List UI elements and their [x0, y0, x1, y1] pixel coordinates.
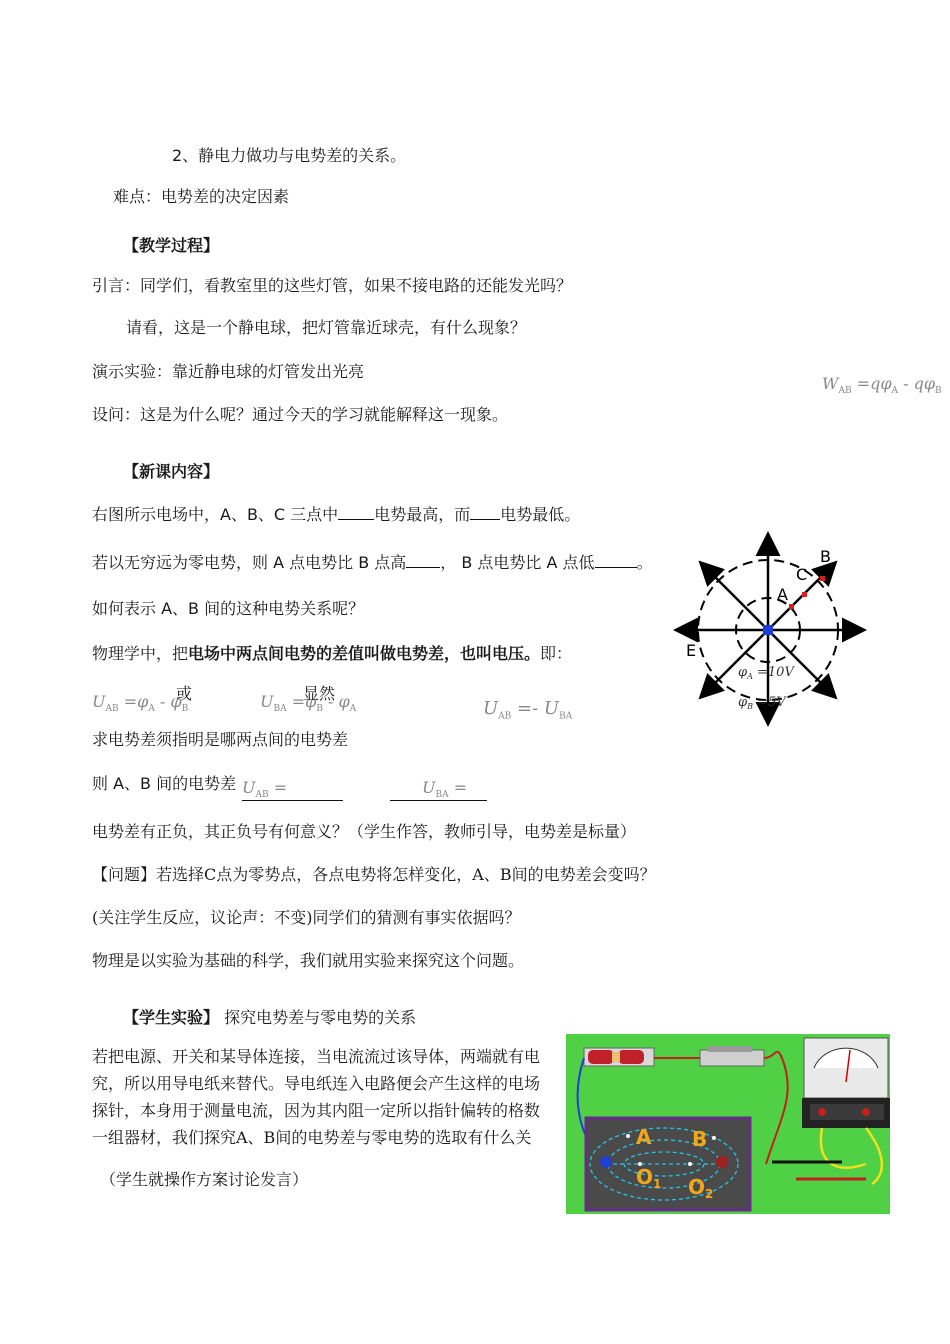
compute-line: 则 A、B 间的电势差	[92, 774, 237, 793]
question-highest-lowest: 右图所示电场中，A、B、C 三点中 电势最高，而 电势最低。	[92, 505, 581, 524]
battery	[584, 1048, 654, 1066]
label-B: B	[820, 547, 831, 566]
point-charge	[763, 625, 773, 635]
intro-line: 引言：同学们，看教室里的这些灯管，如果不接电路的还能发光吗？	[92, 276, 573, 295]
word-or: 或	[176, 684, 193, 703]
student-reaction-line: (关注学生反应，议论声：不变)同学们的猜测有事实依据吗？	[92, 908, 521, 927]
key-point-2: 2、静电力做功与电势差的关系。	[172, 146, 407, 165]
experiment-apparatus-figure	[566, 1034, 890, 1214]
exp-label-O2: $O_2$	[688, 1175, 714, 1201]
answer-uab: $U_{AB}$ =	[242, 778, 343, 801]
heading-student-experiment: 【学生实验】 探究电势差与零电势的关系	[123, 1008, 417, 1027]
question-how-to-express: 如何表示 A、B 间的这种电势关系呢？	[92, 599, 365, 618]
phi-b-label: $\varphi_B =5V$	[738, 695, 786, 711]
difficulty-line: 难点：电势差的决定因素	[113, 187, 290, 206]
discussion-line: （学生就操作方案讨论发言）	[100, 1170, 309, 1189]
exp-label-A: A	[636, 1125, 652, 1149]
experiment-basis-line: 物理是以实验为基础的科学，我们就用实验来探究这个问题。	[92, 951, 525, 970]
problem-line: 【问题】若选择C点为零势点，各点电势将怎样变化，A、B间的电势差会变吗？	[92, 865, 656, 884]
formula-uba: $U_{BA} =\varphi_B - \varphi_A$	[260, 692, 357, 715]
phi-a-label: $\varphi_A =10V$	[738, 665, 794, 681]
specify-points-line: 求电势差须指明是哪两点间的电势差	[92, 730, 349, 749]
exp-label-B: B	[692, 1127, 708, 1151]
experiment-para-4: 一组器材，我们探究A、B间的电势差与零电势的选取有什么关	[92, 1128, 532, 1147]
experiment-para-2: 究，所以用导电纸来替代。导电纸连入电路便会产生这样的电场	[92, 1074, 541, 1093]
label-A: A	[777, 585, 788, 604]
definition-line: 物理学中，把电场中两点间电势的差值叫做电势差，也叫电压。即：	[92, 644, 573, 663]
electrode-left	[600, 1156, 612, 1168]
exp-label-O1: $O_1$	[636, 1165, 662, 1191]
electric-field-diagram	[672, 528, 872, 728]
sign-meaning-line: 电势差有正负，其正负号有何意义？（学生作答，教师引导，电势差是标量）	[92, 822, 637, 841]
experiment-para-3: 探针，本身用于测量电流，因为其内阻一定所以指针偏转的格数	[92, 1101, 541, 1120]
question-line: 设问：这是为什么呢？通过今天的学习就能解释这一现象。	[92, 405, 509, 424]
heading-new-content: 【新课内容】	[123, 462, 220, 481]
galvanometer	[802, 1038, 890, 1128]
electrode-right	[716, 1156, 728, 1168]
heading-teaching-process: 【教学过程】	[123, 236, 220, 255]
label-E: E	[686, 641, 697, 660]
formula-uab: $U_{AB} =\varphi_A - \varphi_B$	[92, 692, 189, 715]
label-C: C	[796, 565, 808, 584]
word-obviously: 显然	[303, 684, 336, 703]
answer-uba: $U_{BA}$ =	[390, 778, 487, 801]
demo-experiment-line: 演示实验：靠近静电球的灯管发出光亮	[92, 362, 365, 381]
question-relative-potential: 若以无穷远为零电势，则 A 点电势比 B 点高 ， B 点电势比 A 点低 。	[92, 553, 653, 572]
formula-relation: $U_{AB} =- U_{BA}$	[483, 698, 573, 722]
demo-prompt-line: 请看，这是一个静电球，把灯管靠近球壳，有什么现象？	[126, 318, 527, 337]
work-formula: $W_{AB} =q\varphi_A - q\varphi_B$	[822, 374, 942, 397]
experiment-para-1: 若把电源、开关和某导体连接，当电流流过该导体，两端就有电	[92, 1047, 541, 1066]
